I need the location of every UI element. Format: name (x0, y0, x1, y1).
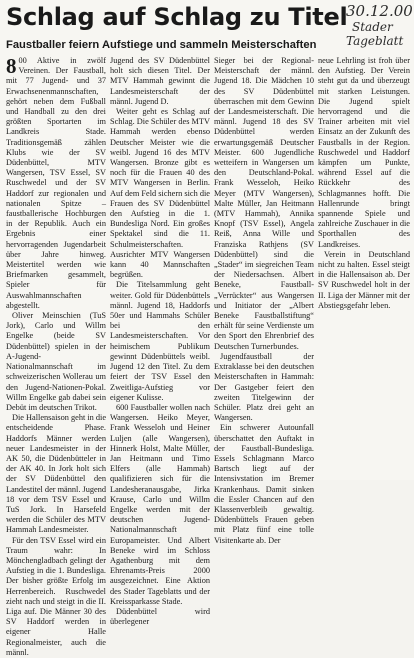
article-column-3 (214, 56, 314, 545)
paragraph: Düdenbüttel wird überlegener (110, 606, 210, 627)
paragraph: Für den TSV Essel wird ein Traum wahr: In Mönchengladbach gelingt der Aufstieg in die 1. Bundesliga. Der bisher größte Erfolg im Herrenbereich. Ruschwedel zieht nach und steigt in die II. Liga auf. Die Männer 30 des SV Haddorf werden in eigener Halle Regionalmeister, auch die männl. (6, 535, 106, 657)
drop-cap: 8 (6, 54, 17, 78)
paragraph: neue Lehrling ist froh über den Aufstieg. Der Verein steht gut da und überzeugt mit starken Leistungen. Die Jugend spielt hervorragend und die Trainer arbeiten mit viel Einsatz an der Zukunft des Faustballs in der Region. Ruschwedel und Haddorf kämpfen um Punkte, während Essel auf die Rückkehr des Schlagmannes hofft. Die Hallenrunde bringt spannende Spiele und zahlreiche Zuschauer in die Sporthallen des Landkreises. (318, 56, 410, 249)
subheadline: Faustballer feiern Aufstiege und sammeln Meisterschaften (6, 39, 317, 51)
handwritten-source-line-2: Tageblatt (346, 34, 404, 48)
article-column-4 (318, 56, 410, 476)
paragraph: Oliver Meinschien (TuS Jork), Carlo und Willm Engelke (beide SV Düdenbüttel) spielen in der A-Jugend-Nationalmannschaft im schweizerischen Wollerau um den Jugend-Nationen-Pokal. Willm Engelke gab dabei sein Debüt im deutschen Trikot. (6, 311, 106, 412)
paragraph: Weiter geht es Schlag auf Schlag. Die Schüler des MTV Hammah werden ebenso Deutscher Meister wie die weibl. Jugend 16 des MTV Wangersen. Bronze gibt es noch für die Frauen 40 des MTV Wangersen in Berlin. Auf dem Feld sichern sich die Frauen des SV Düdenbüttel den Aufstieg in die 1. Bundesliga Nord. Ein großes Spektakel sind die 11. Schulmeisterschaften. Ausrichter MTV Wangersen kann 40 Mannschaften begrüßen. (110, 107, 210, 280)
paragraph: 00 Aktive in zwölf Vereinen. Der Faustball, mit 77 Jugend- und 37 Erwachsenenmannschaften, gehört neben dem Fußball und Handball zu den drei größten Sportarten im Landkreis Stade. Traditionsgemäß zählen Klubs wie der SV Düdenbüttel, MTV Wangersen, TSV Essel, SV Ruschwedel und der SV Haddorf zur regionalen und nationalen Spitze – faustballerische Hochburgen in der Republik. Auch ein Ergebnis einer hervorragenden Jugendarbeit über Jahre hinweg. Meistertitel werden wie Briefmarken gesammelt, Spieler für Auswahlmannschaften abgestellt. (6, 56, 106, 310)
paragraph: Verein in Deutschland nicht zu halten. Essel steigt in die Hallensaison ab. Der SV Ruschwedel holt in der II. Liga der Männer mit der Abstiegsgefahr leben. (318, 249, 410, 310)
paragraph: Sieger bei der Regional-Meisterschaft der männl. Jugend 18. Die Mädchen 10 des SV Düdenbüttel überraschen mit dem Gewinn der Landesmeisterschaft. Die männl. Jugend 18 des SV Düdenbüttel werden erwartungsgemäß Deutscher Meister. 600 Jugendliche wetteifern in Wangersen um den Deutschland-Pokal. Frank Wesseloh, Heiko Meyer (MTV Wangersen), Malte Müller, Jan Heitmann (MTV Hammah), Annika Knopf (TSV Essel), Angela Reiß, Anna Wille und Franziska Rathjens (SV Düdenbüttel) sind die „Stader“ im siegreichen Team der Niedersachsen. Albert Beneke, Faustball-„Verrückter“ aus Wangersen und Initiator der „Albert Beneke Faustballstiftung“ erhält für seine Verdienste um den Sport den Ehrenbrief des Deutschen Turnerbundes. (214, 56, 314, 351)
article-column-1 (6, 54, 107, 657)
paragraph: Jugendfaustball der Extraklasse bei den deutschen Meisterschaften in Hammah: Der Gastgeber feiert den zweiten Titelgewinn der Schüler. Platz drei geht an Wangersen. (214, 351, 314, 423)
paragraph: Jugend des SV Düdenbüttel holt sich diesen Titel. Der MTV Hammah gewinnt die Landesmeisterschaft der männl. Jugend D. (110, 56, 210, 106)
paragraph: Die Hallensaison geht in die entscheidende Phase. Haddorfs Männer werden neuer Landesmeister in der AK 50, die Düdenbütteler in der AK 40. In Jork holt sich der SV Düdenbüttel den Landestitel der männl. Jugend 18 vor dem TSV Essel und TuS Jork. In Harsefeld werden die Schüler des MTV Hammah Landesmeister. (6, 413, 107, 535)
handwritten-date: 30.12.00 (346, 2, 413, 20)
handwritten-source-line-1: Stader (352, 20, 393, 34)
paragraph: Die Titelsammlung geht weiter. Gold für Düdenbüttels männl. Jugend 18, Haddorfs 50er und Hammahs Schüler bei den Landesmeisterschaften. Vor heimischem Publikum gewinnt Düdenbüttels weibl. Jugend 12 den Titel. Zu dem feiert der TSV Essel den Zweitliga-Aufstieg vor eigener Kulisse. (110, 280, 210, 402)
paragraph: Ein schwerer Autounfall überschattet den Auftakt in der Faustball-Bundesliga. Essels Schlagmann Marco Bartsch liegt auf der Intensivstation im Bremer Krankenhaus. Damit sinken die Essler Chancen auf den Klassenverbleib gewaltig. Düdenbüttels Frauen geben mit Platz fünf eine tolle Visitenkarte ab. Der (214, 423, 314, 545)
paragraph: 600 Faustballer wollen nach Wangersen. Heiko Meyer, Frank Wesseloh und Heiner Luljen (alle Wangersen), Hinnerk Holst, Malte Müller, Jan Heitmann und Timo Elfers (alle Hammah) qualifizieren sich für die Landesheranausgabe, Jirka Krause, Carlo und Willm Engelke werden mit der deutschen Jugend-Nationalmannschaft Europameister. Und Albert Beneke wird im Schloss Agathenburg mit dem Ehrenamts-Preis 2000 ausgezeichnet. Eine Aktion des Stader Tageblatts und der Kreissparkasse Stade. (110, 402, 210, 606)
article-column-2 (110, 56, 210, 627)
headline: Schlag auf Schlag zu Titel (6, 3, 348, 31)
